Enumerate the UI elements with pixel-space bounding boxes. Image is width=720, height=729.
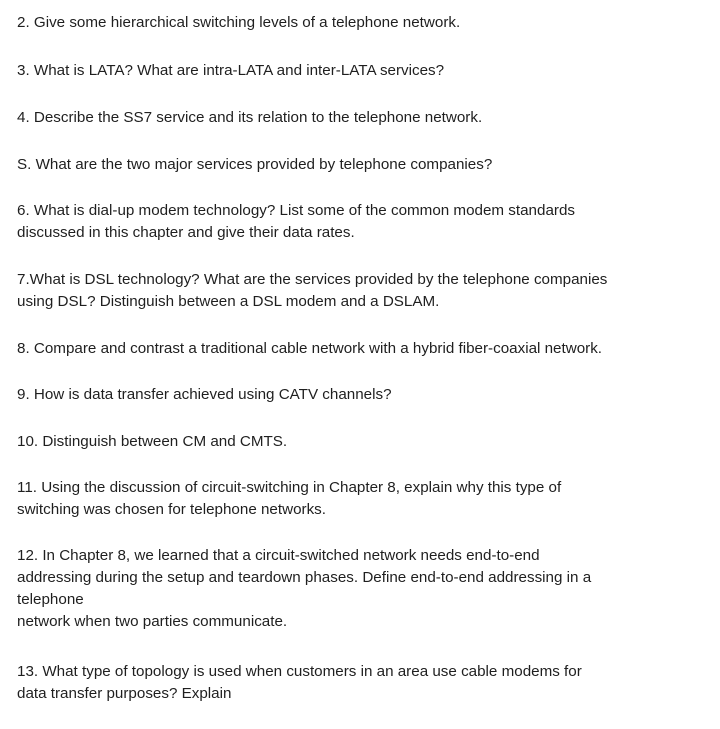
- question-line: S. What are the two major services provided by telephone companies?: [17, 156, 493, 173]
- question-4: [17, 107, 482, 129]
- question-12: [17, 545, 591, 633]
- question-13: [17, 661, 582, 705]
- question-line: 13. What type of topology is used when customers in an area use cable modems for: [17, 663, 582, 680]
- question-line: 2. Give some hierarchical switching levels of a telephone network.: [17, 14, 461, 31]
- question-line: switching was chosen for telephone networks.: [17, 501, 326, 518]
- question-3: [17, 60, 444, 82]
- question-6: [17, 200, 575, 244]
- question-line: telephone: [17, 591, 84, 608]
- question-11: [17, 477, 561, 521]
- question-8: [17, 338, 602, 360]
- question-line: 8. Compare and contrast a traditional cable network with a hybrid fiber-coaxial network.: [17, 340, 603, 357]
- question-line: 4. Describe the SS7 service and its relation to the telephone network.: [17, 109, 483, 126]
- question-line: 6. What is dial-up modem technology? List some of the common modem standards: [17, 202, 575, 219]
- question-line: 3. What is LATA? What are intra-LATA and inter-LATA services?: [17, 62, 445, 79]
- question-5: [17, 154, 492, 176]
- question-7: [17, 269, 607, 313]
- question-line: 11. Using the discussion of circuit-switching in Chapter 8, explain why this type of: [17, 479, 562, 496]
- question-line: using DSL? Distinguish between a DSL modem and a DSLAM.: [17, 293, 440, 310]
- question-line: network when two parties communicate.: [17, 613, 288, 630]
- question-2: [17, 12, 460, 34]
- question-line: 10. Distinguish between CM and CMTS.: [17, 433, 288, 450]
- question-line: 9. How is data transfer achieved using CATV channels?: [17, 386, 392, 403]
- question-line: discussed in this chapter and give their data rates.: [17, 224, 355, 241]
- question-line: addressing during the setup and teardown phases. Define end-to-end addressing in a: [17, 569, 592, 586]
- question-line: 7.What is DSL technology? What are the services provided by the telephone companies: [17, 271, 608, 288]
- question-9: [17, 384, 392, 406]
- question-line: data transfer purposes? Explain: [17, 685, 232, 702]
- question-10: [17, 431, 287, 453]
- question-line: 12. In Chapter 8, we learned that a circuit-switched network needs end-to-end: [17, 547, 540, 564]
